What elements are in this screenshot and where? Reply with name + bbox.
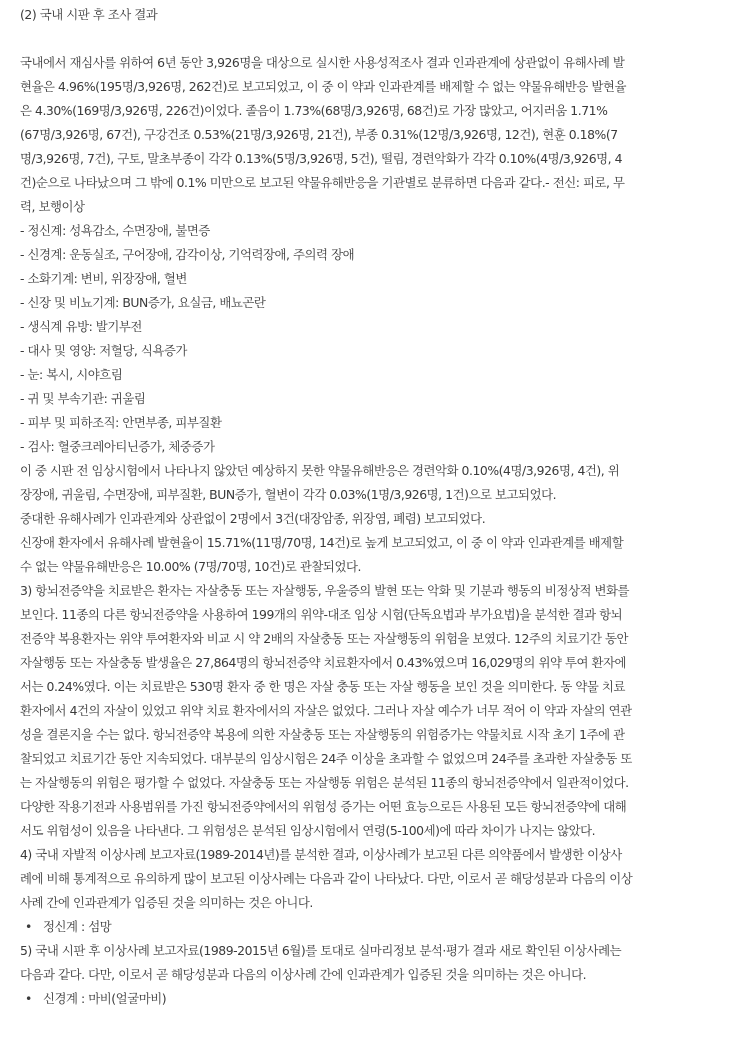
text-line: 환자에서 4건의 자살이 있었고 위약 치료 환자에서의 자살은 없었다. 그러나 자살 예수가 너무 적어 이 약과 자살의 연관 [20, 703, 632, 718]
bullet-symbol: • [25, 919, 32, 934]
text-line: 중대한 유해사례가 인과관계와 상관없이 2명에서 3건(대장암종, 위장염, 폐렴) 보고되었다. [20, 511, 486, 526]
list-item: - 대사 및 영양: 저혈당, 식욕증가 [20, 343, 187, 358]
text-line: 전증약 복용환자는 위약 투여환자와 비교 시 약 2배의 자살충동 또는 자살행동의 위험을 보였다. 12주의 치료기간 동안 [20, 631, 629, 646]
bullet-text: 정신계 : 섬망 [43, 919, 112, 934]
list-item: - 소화기계: 변비, 위장장애, 혈변 [20, 271, 187, 286]
text-line: 현율은 4.96%(195명/3,926명, 262건)로 보고되었고, 이 중 이 약과 인과관계를 배제할 수 없는 약물유해반응 발현율 [20, 79, 626, 94]
text-line: 자살행동 또는 자살충동 발생율은 27,864명의 항뇌전증약 치료환자에서 0.43%였으며 16,029명의 위약 투여 환자에 [20, 655, 627, 670]
text-line: (67명/3,926명, 67건), 구강건조 0.53%(21명/3,926명, 21건), 부종 0.31%(12명/3,926명, 12건), 현훈 0.18%(7 [20, 127, 618, 142]
text-line: 찰되었고 치료기간 동안 지속되었다. 대부분의 임상시험은 24주 이상을 초과할 수 없었으며 24주를 초과한 자살충동 또 [20, 751, 632, 766]
text-line: 3) 항뇌전증약을 치료받은 환자는 자살충동 또는 자살행동, 우울증의 발현 또는 악화 및 기분과 행동의 비정상적 변화를 [20, 583, 630, 598]
bullet-text: 신경계 : 마비(얼굴마비) [43, 991, 167, 1006]
list-item: - 검사: 혈중크레아티닌증가, 체중증가 [20, 439, 215, 454]
list-item: - 정신계: 성욕감소, 수면장애, 불면증 [20, 223, 210, 238]
text-line: 수 없는 약물유해반응은 10.00% (7명/70명, 10건)로 관찰되었다. [20, 559, 361, 574]
intro-paragraph [20, 51, 738, 219]
text-line: 서도 위험성이 있음을 나타낸다. 그 위험성은 분석된 임상시험에서 연령(5-100세)에 따라 차이가 나지는 않았다. [20, 823, 596, 838]
text-line: 국내에서 재심사를 위하여 6년 동안 3,926명을 대상으로 실시한 사용성적조사 결과 인과관계에 상관없이 유해사례 발 [20, 55, 625, 70]
text-line: 건)순으로 나타났으며 그 밖에 0.1% 미만으로 보고된 약물유해반응을 기관별로 분류하면 다음과 같다.- 전신: 피로, 무 [20, 175, 625, 190]
text-line: 장장애, 귀울림, 수면장애, 피부질환, BUN증가, 혈변이 각각 0.03%(1명/3,926명, 1건)으로 보고되었다. [20, 487, 557, 502]
text-line: 력, 보행이상 [20, 199, 85, 214]
unexpected-reactions-paragraph [20, 459, 738, 579]
text-line: 보인다. 11종의 다른 항뇌전증약을 사용하여 199개의 위약-대조 임상 시험(단독요법과 부가요법)을 분석한 결과 항뇌 [20, 607, 623, 622]
text-line: 5) 국내 시판 후 이상사례 보고자료(1989-2015년 6월)를 토대로 실마리정보 분석·평가 결과 새로 확인된 이상사례는 [20, 943, 622, 958]
section-heading: (2) 국내 시판 후 조사 결과 [20, 7, 158, 22]
section-4-paragraph [20, 843, 738, 939]
text-line: 4) 국내 자발적 이상사례 보고자료(1989-2014년)를 분석한 결과, 이상사례가 보고된 다른 의약품에서 발생한 이상사 [20, 847, 622, 862]
bullet-item [20, 987, 738, 1011]
text-line: 사례 간에 인과관계가 입증된 것을 의미하는 것은 아니다. [20, 895, 313, 910]
text-line: 성을 결론지을 수는 없다. 항뇌전증약 복용에 의한 자살충동 또는 자살행동의 위험증가는 약물치료 시작 초기 1주에 관 [20, 727, 625, 742]
list-item: - 신장 및 비뇨기계: BUN증가, 요실금, 배뇨곤란 [20, 295, 266, 310]
text-line: 서는 0.24%였다. 이는 치료받은 530명 환자 중 한 명은 자살 충동 또는 자살 행동을 보인 것을 의미한다. 동 약물 치료 [20, 679, 625, 694]
text-line: 다음과 같다. 다만, 이로서 곧 해당성분과 다음의 이상사례 간에 인과관계가 입증된 것을 의미하는 것은 아니다. [20, 967, 587, 982]
text-line: 는 자살행동의 위험은 평가할 수 없었다. 자살충동 또는 자살행동 위험은 분석된 11종의 항뇌전증약에서 일관적이었다. [20, 775, 629, 790]
list-item: - 생식계 유방: 발기부전 [20, 319, 142, 334]
section-3-paragraph [20, 579, 738, 843]
text-line: 신장애 환자에서 유해사례 발현율이 15.71%(11명/70명, 14건)로 높게 보고되었고, 이 중 이 약과 인과관계를 배제할 [20, 535, 624, 550]
text-line: 례에 비해 통계적으로 유의하게 많이 보고된 이상사례는 다음과 같이 나타났다. 다만, 이로서 곧 해당성분과 다음의 이상 [20, 871, 633, 886]
section-5-paragraph [20, 939, 738, 1011]
text-line: 은 4.30%(169명/3,926명, 226건)이었다. 졸음이 1.73%(68명/3,926명, 68건)로 가장 많았고, 어지러움 1.71% [20, 103, 608, 118]
text-line: 이 중 시판 전 임상시험에서 나타나지 않았던 예상하지 못한 약물유해반응은 경련악화 0.10%(4명/3,926명, 4건), 위 [20, 463, 620, 478]
organ-system-list [20, 219, 738, 459]
text-line: 다양한 작용기전과 사용범위를 가진 항뇌전증약에서의 위험성 증가는 어떤 효능으로든 사용된 모든 항뇌전증약에 대해 [20, 799, 627, 814]
list-item: - 눈: 복시, 시야흐림 [20, 367, 123, 382]
spacer [20, 27, 738, 51]
text-line: 명/3,926명, 7건), 구토, 말초부종이 각각 0.13%(5명/3,926명, 5건), 떨림, 경련악화가 각각 0.10%(4명/3,926명, 4 [20, 151, 623, 166]
bullet-symbol: • [25, 991, 32, 1006]
bullet-item [20, 915, 738, 939]
list-item: - 신경계: 운동실조, 구어장애, 감각이상, 기억력장애, 주의력 장애 [20, 247, 355, 262]
list-item: - 피부 및 피하조직: 안면부종, 피부질환 [20, 415, 222, 430]
list-item: - 귀 및 부속기관: 귀울림 [20, 391, 146, 406]
